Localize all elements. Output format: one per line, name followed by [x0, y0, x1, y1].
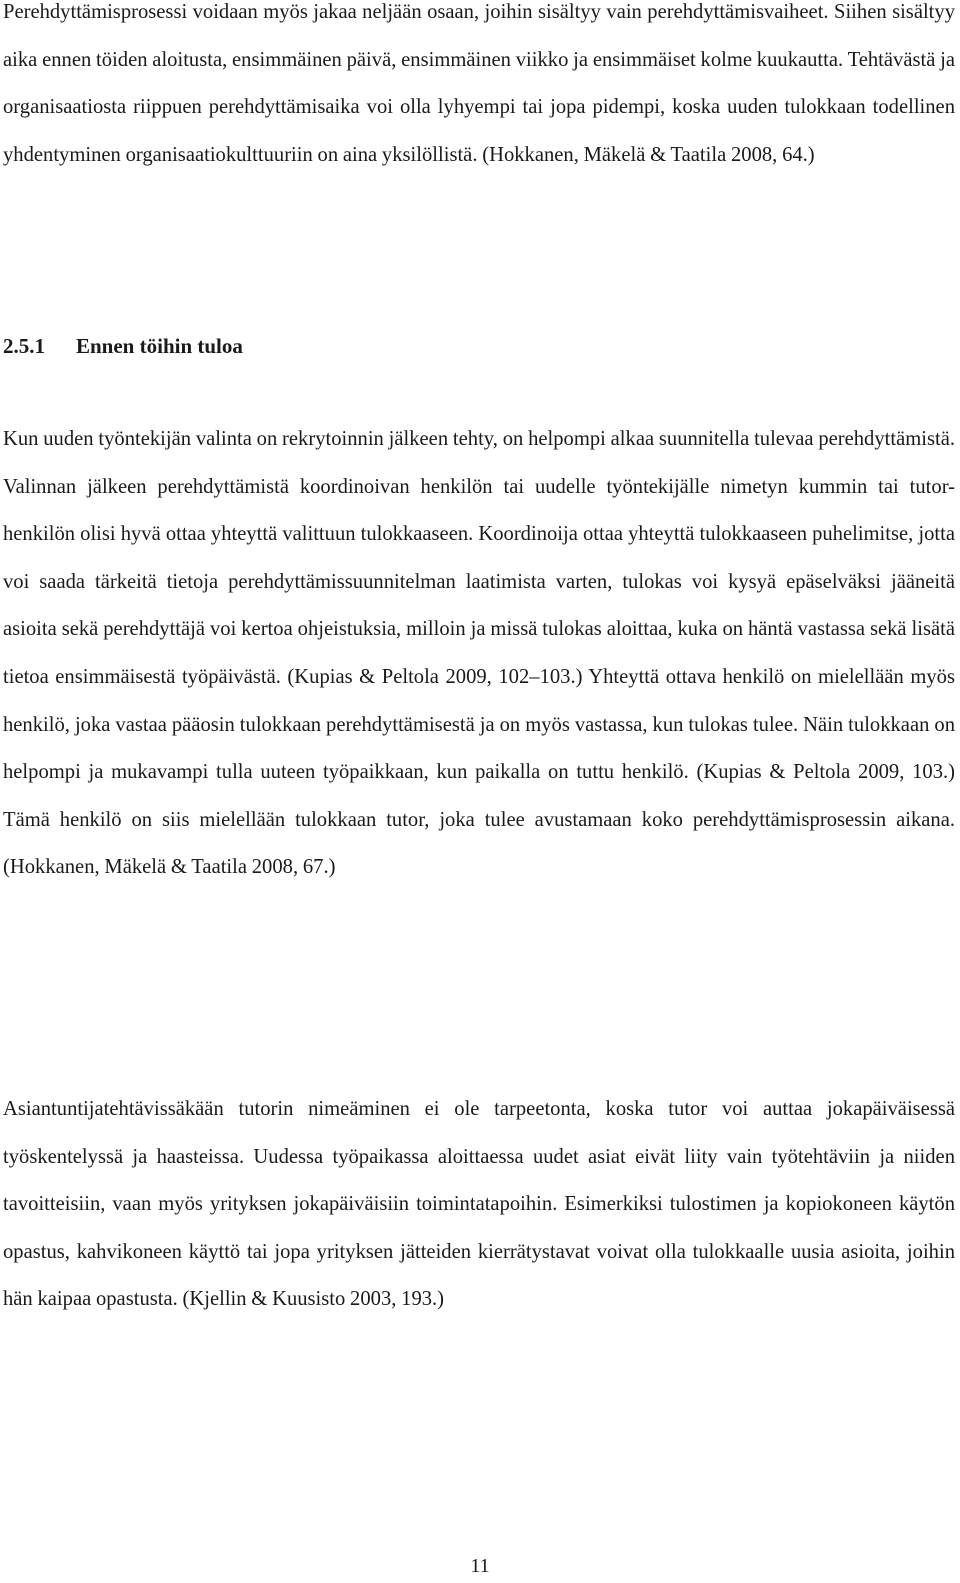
- section-title: Ennen töihin tuloa: [76, 334, 243, 358]
- paragraph-tutor: Asiantuntijatehtävissäkään tutorin nimeäminen ei ole tarpeetonta, koska tutor voi auttaa jokapäiväisessä työskentelyssä ja haasteissa. Uudessa työpaikassa aloittaessa uudet asiat eivät liity vain työtehtäviin ja niiden tavoitteisiin, vaan myös yrityksen jokapäiväisiin toimintatapoihin. Esimerkiksi tulostimen ja kopiokoneen käytön opastus, kahvikoneen käyttö tai jopa yrityksen jätteiden kierrätystavat voivat olla tulokkaalle uusia asioita, joihin hän kaipaa opastusta. (Kjellin & Kuusisto 2003, 193.): [3, 1098, 955, 1311]
- paragraph-before-work: Kun uuden työntekijän valinta on rekrytoinnin jälkeen tehty, on helpompi alkaa suunnitella tulevaa perehdyttämistä. Valinnan jälkeen perehdyttämistä koordinoivan henkilön tai uudelle työntekijälle nimetyn kummin tai tutor-henkilön olisi hyvä ottaa yhteyttä valittuun tulokkaaseen. Koordinoija ottaa yhteyttä tulokkaaseen puhelimitse, jotta voi saada tärkeitä tietoja perehdyttämissuunnitelman laatimista varten, tulokas voi kysyä epäselväksi jääneitä asioita sekä perehdyttäjä voi kertoa ohjeistuksia, milloin ja missä tulokas aloittaa, kuka on häntä vastassa sekä lisätä tietoa ensimmäisestä työpäivästä. (Kupias & Peltola 2009, 102–103.) Yhteyttä ottava henkilö on mielellään myös henkilö, joka vastaa pääosin tulokkaan perehdyttämisestä ja on myös vastassa, kun tulokas tulee. Näin tulokkaan on helpompi ja mukavampi tulla uuteen työpaikkaan, kun paikalla on tuttu henkilö. (Kupias & Peltola 2009, 103.) Tämä henkilö on siis mielellään tulokkaan tutor, joka tulee avustamaan koko perehdyttämisprosessin aikana. (Hokkanen, Mäkelä & Taatila 2008, 67.): [3, 428, 955, 879]
- page-number: 11: [470, 1555, 490, 1577]
- paragraph-intro: Perehdyttämisprosessi voidaan myös jakaa neljään osaan, joihin sisältyy vain perehdyttämisvaiheet. Siihen sisältyy aika ennen töiden aloitusta, ensimmäinen päivä, ensimmäinen viikko ja ensimmäiset kolme kuukautta. Tehtävästä ja organisaatiosta riippuen perehdyttämisaika voi olla lyhyempi tai jopa pidempi, koska uuden tulokkaan todellinen yhdentyminen organisaatiokulttuuriin on aina yksilöllistä. (Hokkanen, Mäkelä & Taatila 2008, 64.): [3, 1, 955, 166]
- section-heading: [3, 330, 243, 362]
- section-number: 2.5.1: [3, 334, 45, 358]
